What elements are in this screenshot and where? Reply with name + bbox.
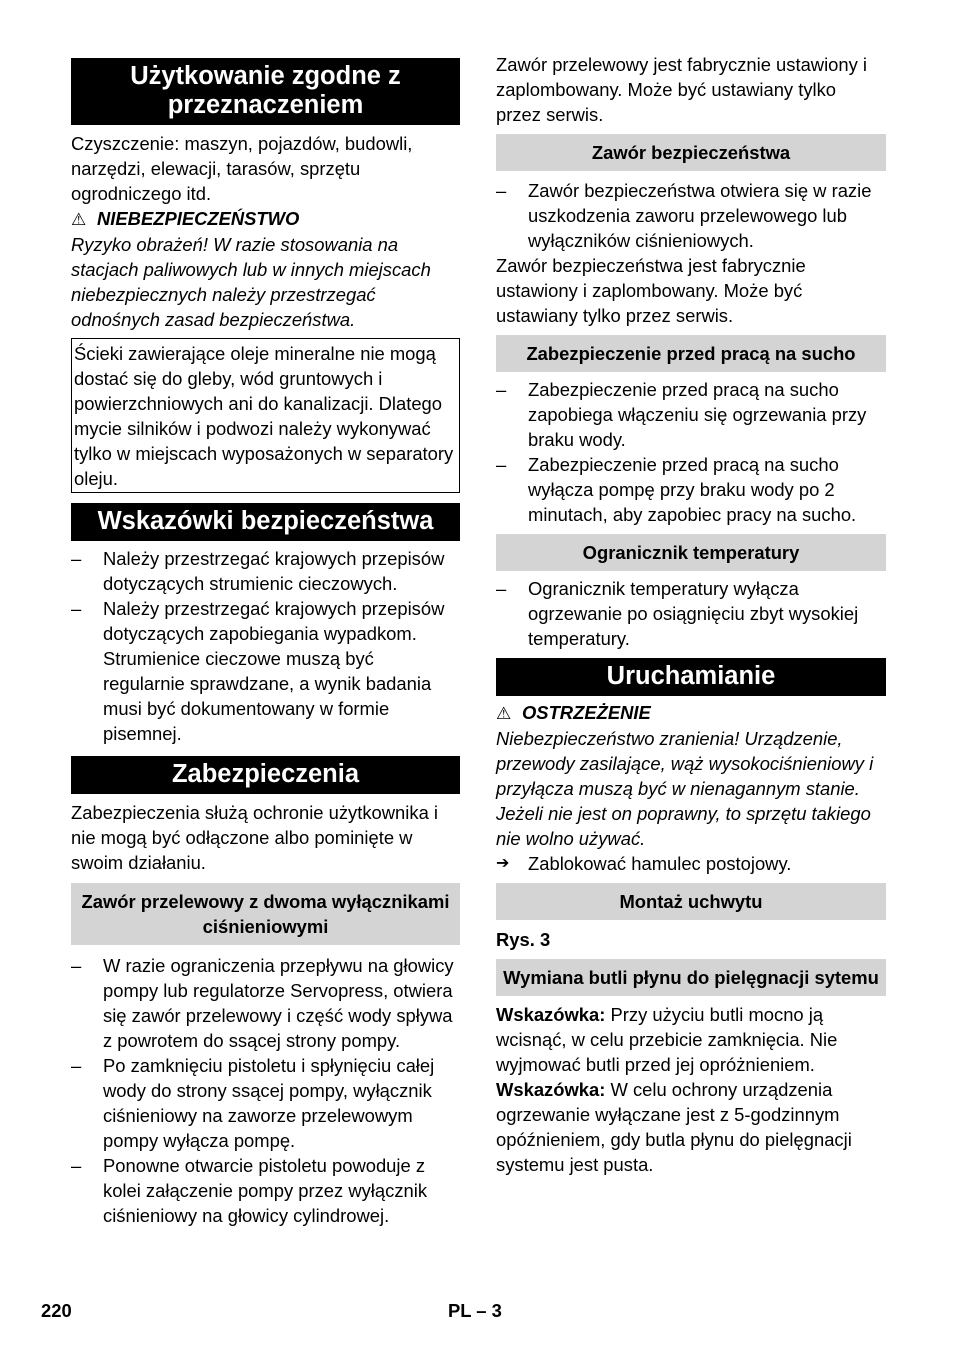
- list-item-text: Należy przestrzegać krajowych przepisów dotyczących zapobiegania wypadkom. Strumienice cieczowe muszą być regularnie sprawdzane, a wynik badania musi być dokumentowany w formie pisemnej.: [103, 598, 445, 744]
- list-item: [496, 178, 886, 253]
- heading-handle-mounting: Montaż uchwytu: [496, 883, 886, 920]
- heading-intended-use: Użytkowanie zgodne z przeznaczeniem: [71, 58, 460, 125]
- figure-reference: Rys. 3: [496, 929, 551, 950]
- warning-triangle-icon: ⚠: [496, 704, 512, 723]
- arrow-right-icon: ➔: [496, 855, 510, 872]
- warning-triangle-icon: ⚠: [71, 210, 87, 229]
- list-item: [496, 377, 886, 452]
- overflow-list: [71, 953, 460, 1228]
- list-item-text: Ogranicznik temperatury wyłącza ogrzewanie po osiągnięciu zbyt wysokiej temperatury.: [528, 578, 859, 649]
- warning-text: Niebezpieczeństwo zranienia! Urządzenie, przewody zasilające, wąż wysokociśnieniowy i przyłącza muszą być w nienagannym stanie. Jeżeli nie jest on poprawny, to sprzętu takiego nie wolno używać.: [496, 728, 874, 849]
- environment-notice-box: [71, 338, 460, 493]
- dash-bullet: –: [496, 578, 507, 599]
- environment-notice-text: Ścieki zawierające oleje mineralne nie mogą dostać się do gleby, wód gruntowych i powierzchniowych ani do kanalizacji. Dlatego mycie silników i podwozi należy wykonywać tylko w miejscach wyposażonych w separatory oleju.: [74, 343, 454, 489]
- heading-safety-valve: Zawór bezpieczeństwa: [496, 134, 886, 171]
- dash-bullet: –: [71, 598, 82, 619]
- warning-heading: [496, 700, 886, 726]
- dash-bullet: –: [496, 180, 507, 201]
- dash-bullet: –: [71, 548, 82, 569]
- list-item-text: Po zamknięciu pistoletu i spłynięciu całej wody do strony ssącej pompy, wyłącznik ciśnieniowy na zaworze przelewowym pompy wyłącza pompę.: [103, 1055, 435, 1151]
- temperature-list: [496, 576, 886, 651]
- safety-valve-list: [496, 178, 886, 253]
- list-item-text: Ponowne otwarcie pistoletu powoduje z kolei załączenie pompy przez wyłącznik ciśnieniowy na głowicy cylindrowej.: [103, 1155, 428, 1226]
- dash-bullet: –: [71, 1055, 82, 1076]
- list-item-text: Zawór bezpieczeństwa otwiera się w razie uszkodzenia zaworu przelewowego lub wyłączników ciśnieniowych.: [528, 180, 872, 251]
- action-step-text: Zablokować hamulec postojowy.: [528, 853, 792, 874]
- overflow-valve-continued-text: Zawór przelewowy jest fabrycznie ustawiony i zaplombowany. Może być ustawiany tylko przez serwis.: [496, 54, 868, 125]
- right-column: [496, 50, 886, 1177]
- list-item: [496, 452, 886, 527]
- note-label: Wskazówka:: [496, 1004, 606, 1025]
- language-page-label: PL – 3: [448, 1300, 502, 1321]
- danger-text: Ryzyko obrażeń! W razie stosowania na stacjach paliwowych lub w innych miejscach niebezpiecznych należy przestrzegać odnośnych zasad bezpieczeństwa.: [71, 234, 431, 330]
- list-item: [496, 576, 886, 651]
- list-item-text: W razie ograniczenia przepływu na głowicy pompy lub regulatorze Servopress, otwiera się zawór przelewowy i część wody spływa z powrotem do ssącej strony pompy.: [103, 955, 454, 1051]
- danger-label: NIEBEZPIECZEŃSTWO: [97, 208, 300, 229]
- list-item: [71, 953, 460, 1053]
- note-paragraph: [496, 1077, 886, 1177]
- dash-bullet: –: [496, 379, 507, 400]
- safety-list: [71, 546, 460, 746]
- dash-bullet: –: [71, 955, 82, 976]
- dash-bullet: –: [496, 454, 507, 475]
- note-text: Przy użyciu butli mocno ją wcisnąć, w celu przebicie zamknięcia. Nie wyjmować butli przed jej opróżnieniem.: [496, 1004, 838, 1075]
- warning-label: OSTRZEŻENIE: [522, 702, 651, 723]
- list-item: [71, 1153, 460, 1228]
- action-step: [496, 851, 886, 876]
- list-item-text: Zabezpieczenie przed pracą na sucho zapobiega włączeniu się ogrzewania przy braku wody.: [528, 379, 867, 450]
- dry-run-list: [496, 377, 886, 527]
- list-item-text: Zabezpieczenie przed pracą na sucho wyłącza pompę przy braku wody po 2 minutach, aby zapobiec pracy na sucho.: [528, 454, 857, 525]
- heading-dry-run-protection: Zabezpieczenie przed pracą na sucho: [496, 335, 886, 372]
- list-item-text: Należy przestrzegać krajowych przepisów dotyczących strumienic cieczowych.: [103, 548, 445, 594]
- protections-text: Zabezpieczenia służą ochronie użytkownika i nie mogą być odłączone albo pominięte w swoim działaniu.: [71, 802, 438, 873]
- note-label: Wskazówka:: [496, 1079, 606, 1100]
- note-paragraph: [496, 1002, 886, 1077]
- list-item: [71, 1053, 460, 1153]
- list-item: [71, 596, 460, 746]
- danger-heading: [71, 206, 460, 232]
- heading-safety-instructions: Wskazówki bezpieczeństwa: [71, 503, 460, 541]
- note-text: W celu ochrony urządzenia ogrzewanie wyłączane jest z 5-godzinnym opóźnieniem, gdy butla płynu do pielęgnacji systemu jest pusta.: [496, 1079, 852, 1175]
- heading-care-bottle-replacement: Wymiana butli płynu do pielęgnacji sytemu: [496, 959, 886, 996]
- list-item: [71, 546, 460, 596]
- page-number: 220: [41, 1300, 72, 1321]
- left-column: [71, 50, 460, 1228]
- dash-bullet: –: [71, 1155, 82, 1176]
- heading-overflow-valve: Zawór przelewowy z dwoma wyłącznikami ciśnieniowymi: [71, 883, 460, 945]
- heading-temperature-limiter: Ogranicznik temperatury: [496, 534, 886, 571]
- heading-start-up: Uruchamianie: [496, 658, 886, 696]
- intended-use-text: Czyszczenie: maszyn, pojazdów, budowli, narzędzi, elewacji, tarasów, sprzętu ogrodniczego itd.: [71, 133, 413, 204]
- heading-protections: Zabezpieczenia: [71, 756, 460, 794]
- safety-valve-text: Zawór bezpieczeństwa jest fabrycznie ustawiony i zaplombowany. Może być ustawiany tylko przez serwis.: [496, 255, 806, 326]
